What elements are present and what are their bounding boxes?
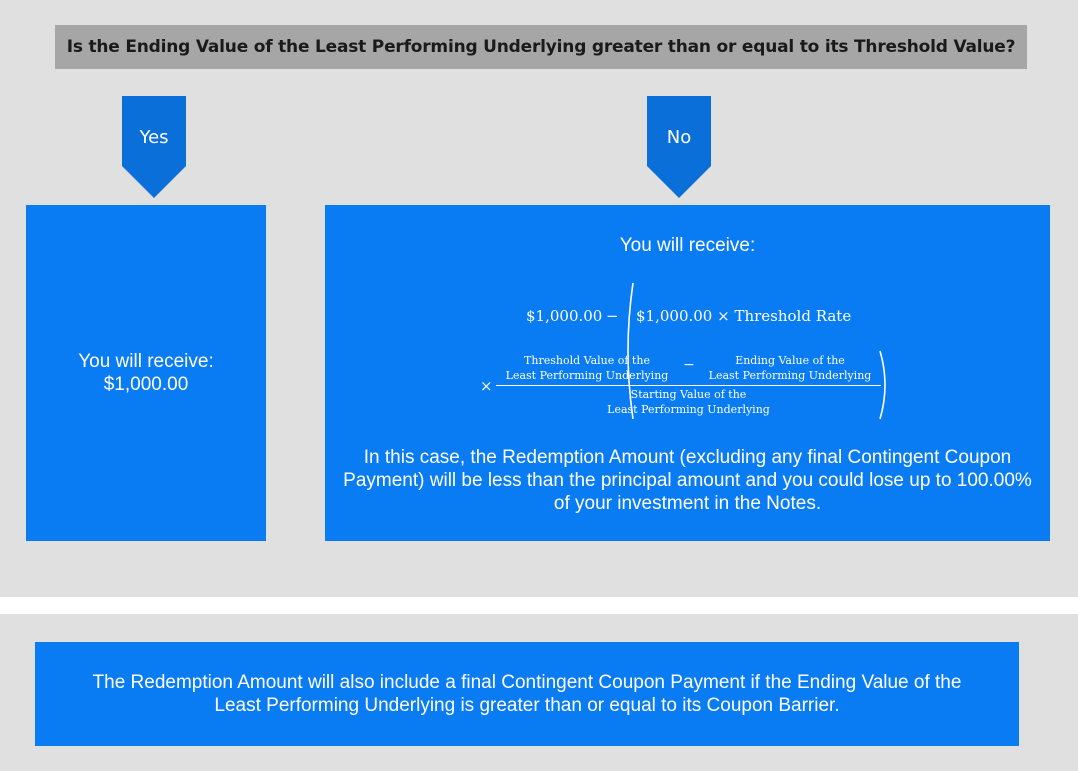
numerator-right-line2: Least Performing Underlying <box>708 369 872 382</box>
no-outcome-box <box>325 205 1050 541</box>
formula-minus: − <box>606 307 619 325</box>
redemption-formula <box>325 205 1050 425</box>
coupon-note-line2: Least Performing Underlying is greater than or equal to its Coupon Barrier. <box>214 695 840 716</box>
question-bar <box>55 25 1027 69</box>
fraction-bar <box>496 385 881 386</box>
no-label: No <box>666 127 692 148</box>
coupon-note-line1: The Redemption Amount will also include a final Contingent Coupon Payment if the Ending Value of the <box>92 672 962 693</box>
formula-times: × <box>480 377 493 395</box>
yes-label: Yes <box>139 127 169 148</box>
yes-outcome-box <box>26 205 266 541</box>
numerator-minus: − <box>683 357 695 373</box>
yes-receive-label: You will receive: <box>78 351 214 372</box>
right-paren-icon <box>878 349 892 421</box>
no-explanation: In this case, the Redemption Amount (excluding any final Contingent Coupon Payment) will be less than the principal amount and you could lose up to 100.00% of your investment in the Notes. <box>343 447 1032 514</box>
numerator-right-line1: Ending Value of the <box>735 354 845 367</box>
no-receive-heading: You will receive: <box>619 235 756 256</box>
no-arrow <box>647 96 711 198</box>
numerator-left-line1: Threshold Value of the <box>524 354 650 367</box>
denominator-line1: Starting Value of the <box>630 388 747 401</box>
numerator-left-line2: Least Performing Underlying <box>505 369 669 382</box>
denominator-line2: Least Performing Underlying <box>607 403 770 416</box>
yes-receive-amount: $1,000.00 <box>103 374 189 395</box>
formula-principal: $1,000.00 <box>526 307 603 325</box>
formula-inner-term: $1,000.00 × Threshold Rate <box>636 307 852 325</box>
coupon-note-box <box>35 642 1019 746</box>
yes-arrow <box>122 96 186 198</box>
numerator-left <box>496 353 678 383</box>
question-text: Is the Ending Value of the Least Performing Underlying greater than or equal to its Threshold Value? <box>66 37 1016 57</box>
denominator <box>496 387 881 417</box>
numerator-right <box>699 353 881 383</box>
